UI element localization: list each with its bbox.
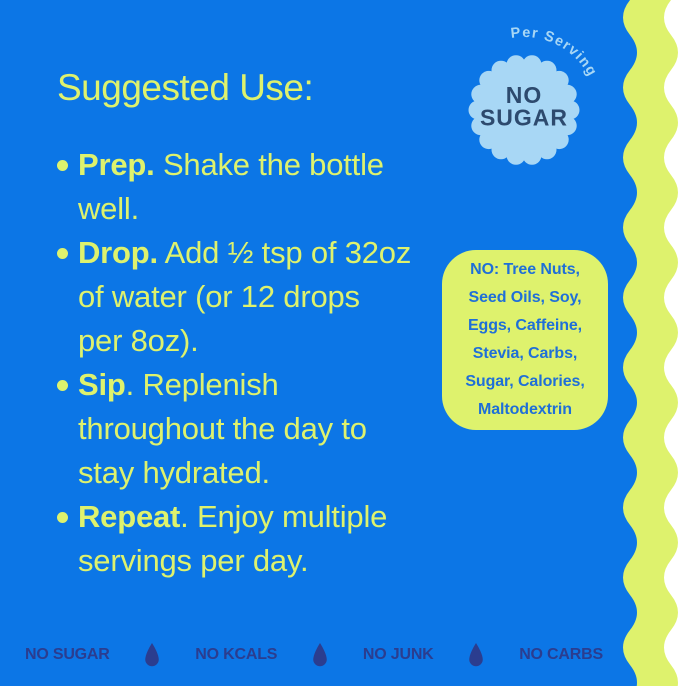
suggested-use-list — [57, 143, 457, 583]
step-drop — [57, 231, 457, 363]
step-lead: Repeat — [78, 499, 181, 534]
bullet-dot — [57, 248, 68, 259]
step-text-line: . Replenish — [125, 367, 279, 402]
step-text-line: servings per day. — [78, 543, 309, 578]
step-lead: Prep. — [78, 147, 155, 182]
bullet-dot — [57, 160, 68, 171]
step-text-line: Shake the bottle — [154, 147, 384, 182]
benefit-no-kcals: NO KCALS — [195, 646, 278, 663]
allergen-line: Maltodextrin — [478, 401, 572, 418]
badge-line2: SUGAR — [479, 104, 569, 131]
step-text-line: stay hydrated. — [78, 455, 270, 490]
step-text-line: . Enjoy multiple — [180, 499, 388, 534]
per-serving-text: Per Serving — [509, 24, 601, 80]
step-text-line: throughout the day to — [78, 411, 367, 446]
step-text-line: per 8oz). — [78, 323, 199, 358]
benefits-bar — [25, 638, 603, 672]
allergen-free-box — [442, 250, 608, 430]
step-prep — [57, 143, 457, 231]
step-sip — [57, 363, 457, 495]
allergen-line: NO: Tree Nuts, — [470, 261, 580, 278]
step-lead: Drop. — [78, 235, 158, 270]
page-title: Suggested Use: — [57, 67, 314, 108]
allergen-line: Eggs, Caffeine, — [467, 317, 583, 334]
benefit-no-junk: NO JUNK — [362, 646, 434, 663]
allergen-line: Stevia, Carbs, — [472, 345, 578, 362]
step-text-line: well. — [78, 191, 140, 226]
water-drop-icon — [467, 642, 485, 668]
step-text-line: Add ½ tsp of 32oz — [157, 235, 412, 270]
badge-line1: NO — [505, 82, 543, 108]
step-text-line: of water (or 12 drops — [78, 279, 360, 314]
allergen-line: Seed Oils, Soy, — [468, 289, 582, 306]
step-repeat — [57, 495, 457, 583]
bullet-dot — [57, 380, 68, 391]
allergen-line: Sugar, Calories, — [465, 373, 585, 390]
water-drop-icon — [311, 642, 329, 668]
bullet-dot — [57, 512, 68, 523]
step-lead: Sip — [78, 367, 126, 402]
water-drop-icon — [143, 642, 161, 668]
benefit-no-carbs: NO CARBS — [519, 646, 603, 663]
benefit-no-sugar: NO SUGAR — [25, 646, 110, 663]
